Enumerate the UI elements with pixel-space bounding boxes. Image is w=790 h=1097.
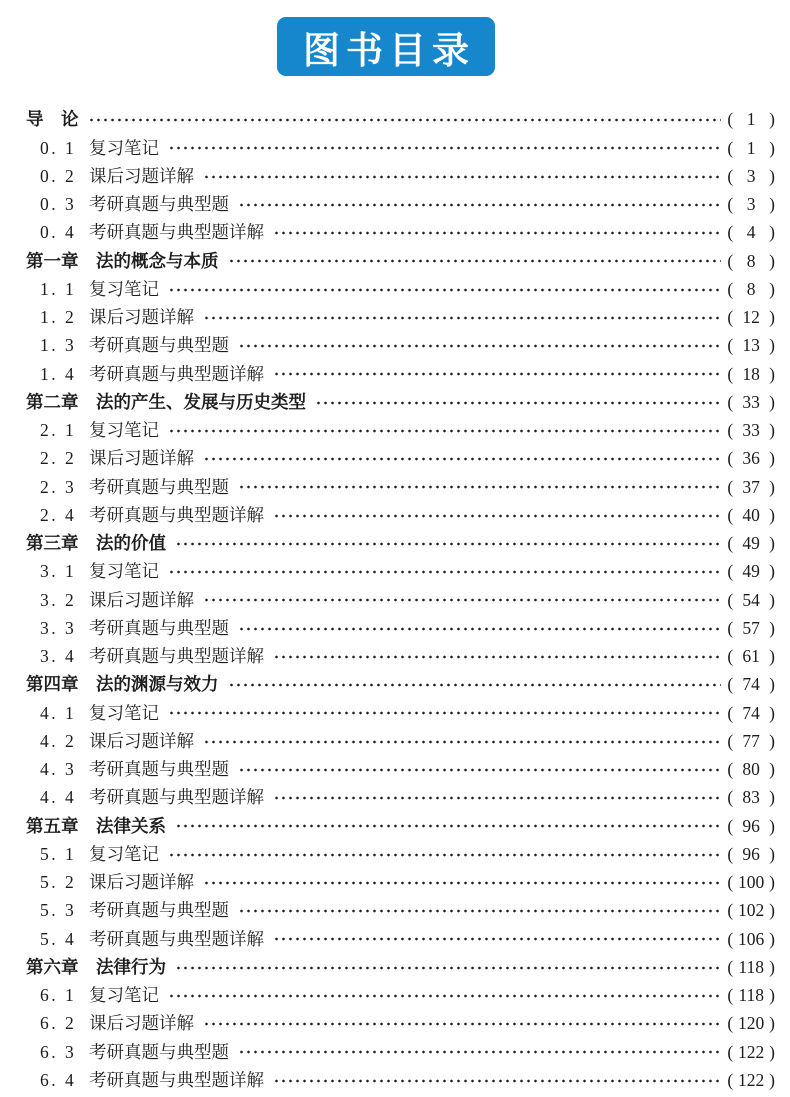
dot-leader: [175, 962, 721, 974]
page-number: [727, 815, 775, 836]
close-paren: ): [769, 278, 775, 299]
page-number: [727, 535, 775, 553]
toc-item-number: 1. 1: [40, 278, 77, 299]
toc-chapter-row: [0, 247, 790, 275]
toc-item-label: 考研真题与典型题: [89, 900, 229, 921]
toc-item-row: [0, 502, 790, 530]
toc-item-number: 3. 1: [40, 561, 77, 582]
page-number-value: 3: [746, 194, 756, 215]
toc-item-number: 4. 4: [40, 787, 77, 808]
toc-item-label: 复习笔记: [89, 420, 159, 441]
toc-item-number: 1. 4: [40, 363, 77, 384]
close-paren: ): [769, 646, 775, 667]
toc-item-label: 考研真题与典型题详解: [89, 646, 264, 667]
toc-chapter-row: [0, 106, 790, 134]
toc-chapter-title: 第一章 法的概念与本质: [26, 250, 219, 271]
page-number: [727, 648, 775, 666]
page-number-value: 49: [742, 533, 760, 554]
open-paren: (: [727, 589, 734, 610]
toc-item-row: [0, 473, 790, 501]
toc-item-number: 5. 1: [40, 843, 77, 864]
open-paren: (: [727, 476, 734, 497]
page-number-value: 33: [742, 391, 760, 412]
open-paren: (: [727, 1041, 734, 1062]
toc-item-label: 考研真题与典型题详解: [89, 1069, 264, 1090]
dot-leader: [228, 679, 722, 691]
toc-item-row: [0, 615, 790, 643]
toc-item-label: 考研真题与典型题详解: [89, 787, 264, 808]
dot-leader: [203, 736, 721, 748]
close-paren: ): [769, 363, 775, 384]
page-number: [727, 617, 775, 638]
toc-item-number: 4. 2: [40, 730, 77, 751]
toc-item-row: [0, 925, 790, 953]
page-number-value: 8: [746, 278, 756, 299]
open-paren: (: [727, 956, 734, 977]
toc-chapter-row: [0, 389, 790, 417]
dot-leader: [203, 877, 721, 889]
page-number: [727, 987, 775, 1005]
toc-item-label: 考研真题与典型题: [89, 476, 229, 497]
close-paren: ): [769, 702, 775, 723]
toc-item-number: 4. 3: [40, 759, 77, 780]
page-number: [727, 902, 775, 920]
page-number-value: 33: [742, 420, 760, 441]
toc-item-label: 课后习题详解: [89, 872, 194, 893]
dot-leader: [175, 538, 721, 550]
toc-chapter-row: [0, 812, 790, 840]
close-paren: ): [769, 504, 775, 525]
page-number: [727, 422, 775, 440]
page-number-value: 12: [742, 307, 760, 328]
dot-leader: [273, 510, 721, 522]
open-paren: (: [727, 843, 734, 864]
open-paren: (: [727, 109, 734, 130]
toc-item-label: 考研真题与典型题: [89, 1041, 229, 1062]
toc-item-label: 课后习题详解: [89, 1013, 194, 1034]
page-number: [727, 363, 775, 384]
dot-leader: [168, 849, 721, 861]
open-paren: (: [727, 787, 734, 808]
dot-leader: [273, 651, 721, 663]
page-number-value: 13: [742, 335, 760, 356]
page-number-value: 3: [746, 165, 756, 186]
page-number-value: 49: [742, 561, 760, 582]
open-paren: (: [727, 504, 734, 525]
dot-leader: [238, 905, 721, 917]
page-number: [727, 250, 775, 271]
page-number: [727, 391, 775, 412]
open-paren: (: [727, 815, 734, 836]
open-paren: (: [727, 533, 734, 554]
toc-chapter-row: [0, 530, 790, 558]
dot-leader: [168, 284, 721, 296]
page-number-value: 106: [738, 928, 765, 949]
page-number-value: 61: [742, 646, 760, 667]
open-paren: (: [727, 278, 734, 299]
catalog-title-badge: [277, 17, 495, 76]
close-paren: ): [769, 589, 775, 610]
toc-item-row: [0, 982, 790, 1010]
dot-leader: [203, 312, 721, 324]
toc-item-label: 课后习题详解: [89, 307, 194, 328]
toc-item-row: [0, 756, 790, 784]
close-paren: ): [769, 674, 775, 695]
close-paren: ): [769, 928, 775, 949]
open-paren: (: [727, 646, 734, 667]
page-number: [727, 563, 775, 581]
close-paren: ): [769, 815, 775, 836]
page-number-value: 8: [746, 250, 756, 271]
toc-item-number: 0. 4: [40, 222, 77, 243]
page-number-value: 74: [742, 702, 760, 723]
page-number-value: 118: [738, 985, 764, 1006]
open-paren: (: [727, 165, 734, 186]
page-number-value: 122: [738, 1069, 765, 1090]
page-number: [727, 450, 775, 468]
dot-leader: [88, 114, 722, 126]
close-paren: ): [769, 335, 775, 356]
toc-item-number: 1. 3: [40, 335, 77, 356]
toc-item-number: 6. 2: [40, 1013, 77, 1034]
toc-item-number: 2. 4: [40, 504, 77, 525]
toc-item-number: 5. 2: [40, 872, 77, 893]
page-number-value: 18: [742, 363, 760, 384]
dot-leader: [238, 1046, 721, 1058]
open-paren: (: [727, 561, 734, 582]
dot-leader: [175, 820, 721, 832]
page-number: [727, 165, 775, 186]
close-paren: ): [769, 307, 775, 328]
dot-leader: [203, 171, 721, 183]
close-paren: ): [769, 137, 775, 158]
page-number-value: 83: [742, 787, 760, 808]
page-number-value: 96: [742, 843, 760, 864]
toc-item-label: 考研真题与典型题: [89, 759, 229, 780]
toc-item-label: 复习笔记: [89, 561, 159, 582]
toc-item-label: 课后习题详解: [89, 730, 194, 751]
dot-leader: [168, 142, 721, 154]
open-paren: (: [727, 250, 734, 271]
toc-item-label: 复习笔记: [89, 137, 159, 158]
open-paren: (: [727, 1069, 734, 1090]
toc-item-row: [0, 558, 790, 586]
toc-item-label: 课后习题详解: [89, 165, 194, 186]
page-number: [727, 676, 775, 694]
page-number: [727, 702, 775, 723]
page-number: [727, 224, 775, 242]
open-paren: (: [727, 1013, 734, 1034]
dot-leader: [238, 623, 721, 635]
open-paren: (: [727, 335, 734, 356]
toc-chapter-row: [0, 671, 790, 699]
toc-item-number: 4. 1: [40, 702, 77, 723]
toc-item-number: 3. 4: [40, 646, 77, 667]
page-number-value: 40: [742, 504, 760, 525]
close-paren: ): [769, 617, 775, 638]
close-paren: ): [769, 250, 775, 271]
page-number: [727, 504, 775, 525]
close-paren: ): [769, 165, 775, 186]
toc-chapter-title: 第六章 法律行为: [26, 956, 166, 977]
close-paren: ): [769, 1069, 775, 1090]
page-number-value: 4: [746, 222, 756, 243]
toc-item-row: [0, 784, 790, 812]
page-number: [727, 1015, 775, 1033]
toc-chapter-title: 第五章 法律关系: [26, 815, 166, 836]
page-number-value: 120: [738, 1013, 765, 1034]
close-paren: ): [769, 448, 775, 469]
dot-leader: [315, 397, 721, 409]
open-paren: (: [727, 674, 734, 695]
toc-chapter-title: 第四章 法的渊源与效力: [26, 674, 219, 695]
page-number: [727, 278, 775, 299]
dot-leader: [273, 1075, 721, 1087]
toc-item-label: 考研真题与典型题详解: [89, 928, 264, 949]
catalog-title: 图书目录: [303, 29, 475, 71]
close-paren: ): [769, 900, 775, 921]
toc-item-label: 考研真题与典型题详解: [89, 504, 264, 525]
close-paren: ): [769, 956, 775, 977]
dot-leader: [168, 990, 721, 1002]
toc-item-label: 复习笔记: [89, 702, 159, 723]
close-paren: ): [769, 872, 775, 893]
dot-leader: [273, 933, 721, 945]
close-paren: ): [769, 787, 775, 808]
dot-leader: [238, 481, 721, 493]
dot-leader: [238, 340, 721, 352]
open-paren: (: [727, 137, 734, 158]
dot-leader: [238, 764, 721, 776]
page-number: [727, 476, 775, 497]
open-paren: (: [727, 448, 734, 469]
page-number: [727, 874, 775, 892]
toc-item-row: [0, 304, 790, 332]
page-number: [727, 137, 775, 158]
close-paren: ): [769, 391, 775, 412]
open-paren: (: [727, 363, 734, 384]
open-paren: (: [727, 702, 734, 723]
toc-item-row: [0, 445, 790, 473]
open-paren: (: [727, 617, 734, 638]
page-number: [727, 337, 775, 355]
page-number: [727, 928, 775, 949]
page-number-value: 37: [742, 476, 760, 497]
close-paren: ): [769, 985, 775, 1006]
close-paren: ): [769, 420, 775, 441]
toc-item-row: [0, 163, 790, 191]
toc-item-number: 1. 2: [40, 307, 77, 328]
page-number: [727, 761, 775, 779]
page-number: [727, 111, 775, 129]
dot-leader: [168, 707, 721, 719]
page-number-value: 74: [742, 674, 760, 695]
page-number-value: 1: [746, 137, 756, 158]
dot-leader: [228, 255, 722, 267]
toc-item-row: [0, 1038, 790, 1066]
close-paren: ): [769, 1041, 775, 1062]
toc-item-row: [0, 360, 790, 388]
toc-item-label: 课后习题详解: [89, 448, 194, 469]
toc-item-row: [0, 897, 790, 925]
page-number-value: 122: [738, 1041, 765, 1062]
toc-item-number: 2. 1: [40, 420, 77, 441]
close-paren: ): [769, 222, 775, 243]
toc-item-number: 0. 1: [40, 137, 77, 158]
toc-item-row: [0, 728, 790, 756]
toc-item-row: [0, 1010, 790, 1038]
open-paren: (: [727, 900, 734, 921]
open-paren: (: [727, 391, 734, 412]
page-number: [727, 956, 775, 977]
toc-item-label: 复习笔记: [89, 843, 159, 864]
page-number: [727, 196, 775, 214]
toc-item-row: [0, 1067, 790, 1095]
toc-item-number: 5. 3: [40, 900, 77, 921]
toc-item-row: [0, 276, 790, 304]
open-paren: (: [727, 928, 734, 949]
toc-item-label: 复习笔记: [89, 985, 159, 1006]
toc-list: [0, 106, 790, 1095]
dot-leader: [273, 792, 721, 804]
toc-item-number: 3. 2: [40, 589, 77, 610]
open-paren: (: [727, 730, 734, 751]
dot-leader: [168, 425, 721, 437]
toc-item-row: [0, 191, 790, 219]
open-paren: (: [727, 222, 734, 243]
toc-item-label: 课后习题详解: [89, 589, 194, 610]
dot-leader: [273, 227, 721, 239]
toc-item-row: [0, 586, 790, 614]
page-number-value: 77: [742, 730, 760, 751]
page-number-value: 100: [738, 872, 765, 893]
page-number: [727, 730, 775, 751]
toc-item-label: 考研真题与典型题详解: [89, 363, 264, 384]
page-number-value: 96: [742, 815, 760, 836]
page-number-value: 36: [742, 448, 760, 469]
close-paren: ): [769, 1013, 775, 1034]
toc-item-number: 6. 4: [40, 1069, 77, 1090]
toc-item-row: [0, 332, 790, 360]
close-paren: ): [769, 194, 775, 215]
toc-chapter-row: [0, 954, 790, 982]
page-number: [727, 589, 775, 610]
toc-item-row: [0, 869, 790, 897]
close-paren: ): [769, 109, 775, 130]
page-number-value: 118: [738, 956, 764, 977]
toc-chapter-title: 第三章 法的价值: [26, 533, 166, 554]
close-paren: ): [769, 730, 775, 751]
open-paren: (: [727, 194, 734, 215]
page-number-value: 80: [742, 759, 760, 780]
close-paren: ): [769, 759, 775, 780]
toc-item-number: 5. 4: [40, 928, 77, 949]
page-number-value: 57: [742, 617, 760, 638]
open-paren: (: [727, 985, 734, 1006]
close-paren: ): [769, 533, 775, 554]
toc-chapter-title: 第二章 法的产生、发展与历史类型: [26, 391, 306, 412]
open-paren: (: [727, 420, 734, 441]
open-paren: (: [727, 307, 734, 328]
toc-item-label: 考研真题与典型题: [89, 335, 229, 356]
toc-item-number: 6. 3: [40, 1041, 77, 1062]
toc-item-row: [0, 134, 790, 162]
page-number-value: 1: [746, 109, 756, 130]
page-number: [727, 1069, 775, 1090]
dot-leader: [168, 566, 721, 578]
toc-item-row: [0, 699, 790, 727]
dot-leader: [238, 199, 721, 211]
toc-item-number: 2. 2: [40, 448, 77, 469]
dot-leader: [203, 594, 721, 606]
close-paren: ): [769, 843, 775, 864]
page-number-value: 102: [738, 900, 765, 921]
close-paren: ): [769, 561, 775, 582]
close-paren: ): [769, 476, 775, 497]
page-number: [727, 1041, 775, 1062]
toc-item-number: 3. 3: [40, 617, 77, 638]
toc-item-row: [0, 841, 790, 869]
toc-item-number: 0. 2: [40, 165, 77, 186]
toc-item-number: 0. 3: [40, 194, 77, 215]
page-number-value: 54: [742, 589, 760, 610]
toc-chapter-title: 导 论: [26, 109, 79, 130]
toc-item-label: 考研真题与典型题: [89, 617, 229, 638]
toc-item-row: [0, 417, 790, 445]
toc-item-row: [0, 219, 790, 247]
toc-item-label: 考研真题与典型题详解: [89, 222, 264, 243]
dot-leader: [203, 1018, 721, 1030]
open-paren: (: [727, 872, 734, 893]
toc-item-row: [0, 643, 790, 671]
open-paren: (: [727, 759, 734, 780]
toc-item-number: 2. 3: [40, 476, 77, 497]
dot-leader: [273, 368, 721, 380]
page-number: [727, 789, 775, 807]
page-number: [727, 309, 775, 327]
toc-item-number: 6. 1: [40, 985, 77, 1006]
toc-item-label: 考研真题与典型题: [89, 194, 229, 215]
page-number: [727, 843, 775, 864]
toc-item-label: 复习笔记: [89, 278, 159, 299]
dot-leader: [203, 453, 721, 465]
